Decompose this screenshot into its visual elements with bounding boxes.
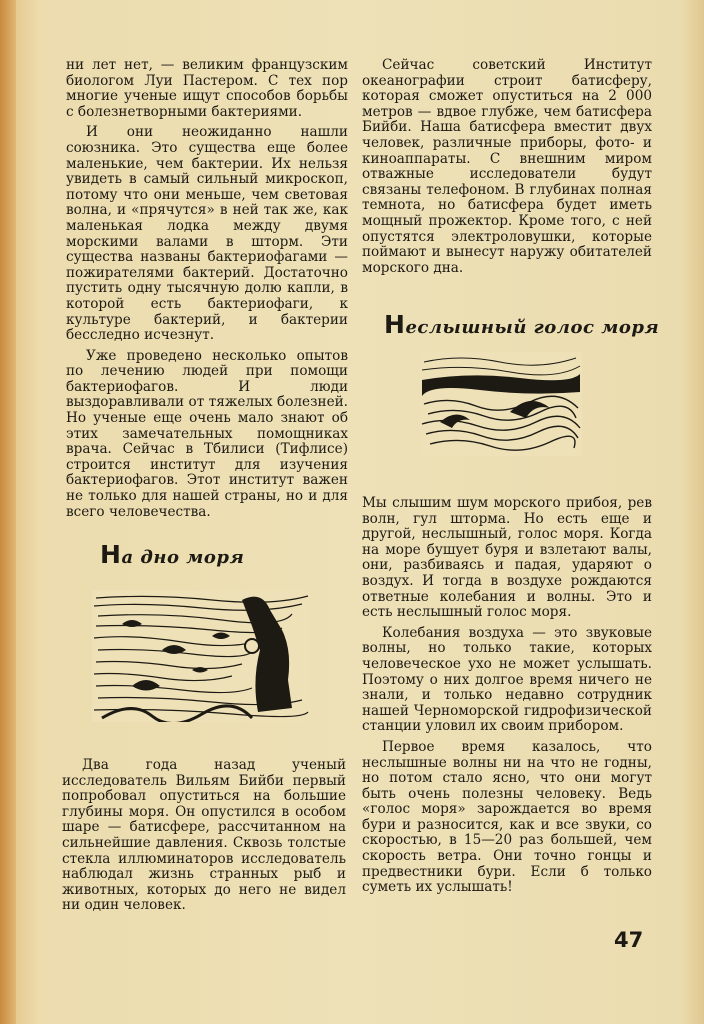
heading-initial: Н (100, 540, 122, 569)
paragraph: Мы слышим шум морского прибоя, рев волн, гул шторма. Но есть еще и другой, неслышный, голос моря. Когда на море бушует буря и взлетают валы, они, разбиваясь и падая, ударяют о воздух. И тогда в воздухе рождаются ответные колебания и волны. Это и есть неслышный голос моря. (362, 495, 652, 621)
paragraph: ни лет нет, — великим французским биологом Луи Пастером. С тех пор многие ученые ищут способов борьбы с болезнетворными бактериями. (66, 57, 348, 120)
page-number: 47 (614, 928, 644, 952)
left-column-top-text (66, 58, 348, 525)
paragraph: И они неожиданно нашли союзника. Это существа еще более маленькие, чем бактерии. Их нельзя увидеть в самый сильный микроскоп, потому что они меньше, чем световая волна, и «прячутся» в ней так же, как маленькая лодка между двумя морскими валами в шторм. Эти существа названы бактериофагами — пожирателями бактерий. Достаточно пустить одну тысячную долю капли, в которой есть бактериофаги, к культуре бактерий, и бактерии бесследно исчезнут. (66, 124, 348, 344)
right-column-bottom-text (362, 496, 652, 901)
left-column-bottom-text (62, 758, 346, 919)
sea-bottom-illustration (92, 590, 310, 722)
paragraph: Первое время казалось, что неслышные волны ни на что не годны, но потом стало ясно, что они могут быть очень полезны человеку. Ведь «голос моря» зарождается во время бури и разносится, как и все звуки, со скоростью, в 15—20 раз большей, чем скорость ветра. Они точно гонцы и предвестники бури. Если б только суметь их услышать! (362, 738, 652, 896)
section-heading-sea-bottom (100, 540, 244, 569)
heading-initial: Н (384, 310, 406, 339)
page-spine (0, 0, 16, 1024)
section-heading-silent-voice (384, 310, 659, 339)
paragraph: Колебания воздуха — это звуковые волны, но только такие, которых человеческое ухо не может услышать. Поэтому о них долгое время ничего не знали, и только недавно сотрудник нашей Черноморской гидрофизической станции уловил их своим прибором. (362, 624, 652, 735)
heading-text: еслышный голос моря (405, 317, 660, 338)
stormy-waves-illustration (420, 352, 582, 456)
paragraph: Уже проведено несколько опытов по лечению людей при помощи бактериофагов. И люди выздоравливали от тяжелых болезней. Но ученые еще очень мало знают об этих замечательных помощниках врача. Сейчас в Тбилиси (Тифлисе) строится институт для изучения бактериофагов. Этот институт важен не только для нашей страны, но и для всего человечества. (66, 347, 348, 520)
right-column-top-text (362, 58, 652, 281)
heading-text: а дно моря (121, 547, 245, 568)
paragraph: Сейчас советский Институт океанографии строит батисферу, которая сможет опуститься на 2 000 метров — вдвое глубже, чем батисфера Бийби. Наша батисфера вместит двух человек, различные приборы, фото- и киноаппараты. С внешним миром отважные исследователи будут связаны телефоном. В глубинах полная темнота, но батисфера будет иметь мощный прожектор. Кроме того, с ней опустятся электроловушки, которые поймают и вынесут наружу обитателей морского дна. (362, 57, 652, 276)
paragraph: Два года назад ученый исследователь Вильям Бийби первый попробовал опуститься на большие глубины моря. Он опустился в особом шаре — батисфере, рассчитанном на сильнейшие давления. Сквозь толстые стекла иллюминаторов исследователь наблюдал жизнь странных рыб и животных, которых до него не видел ни один человек. (62, 757, 346, 914)
